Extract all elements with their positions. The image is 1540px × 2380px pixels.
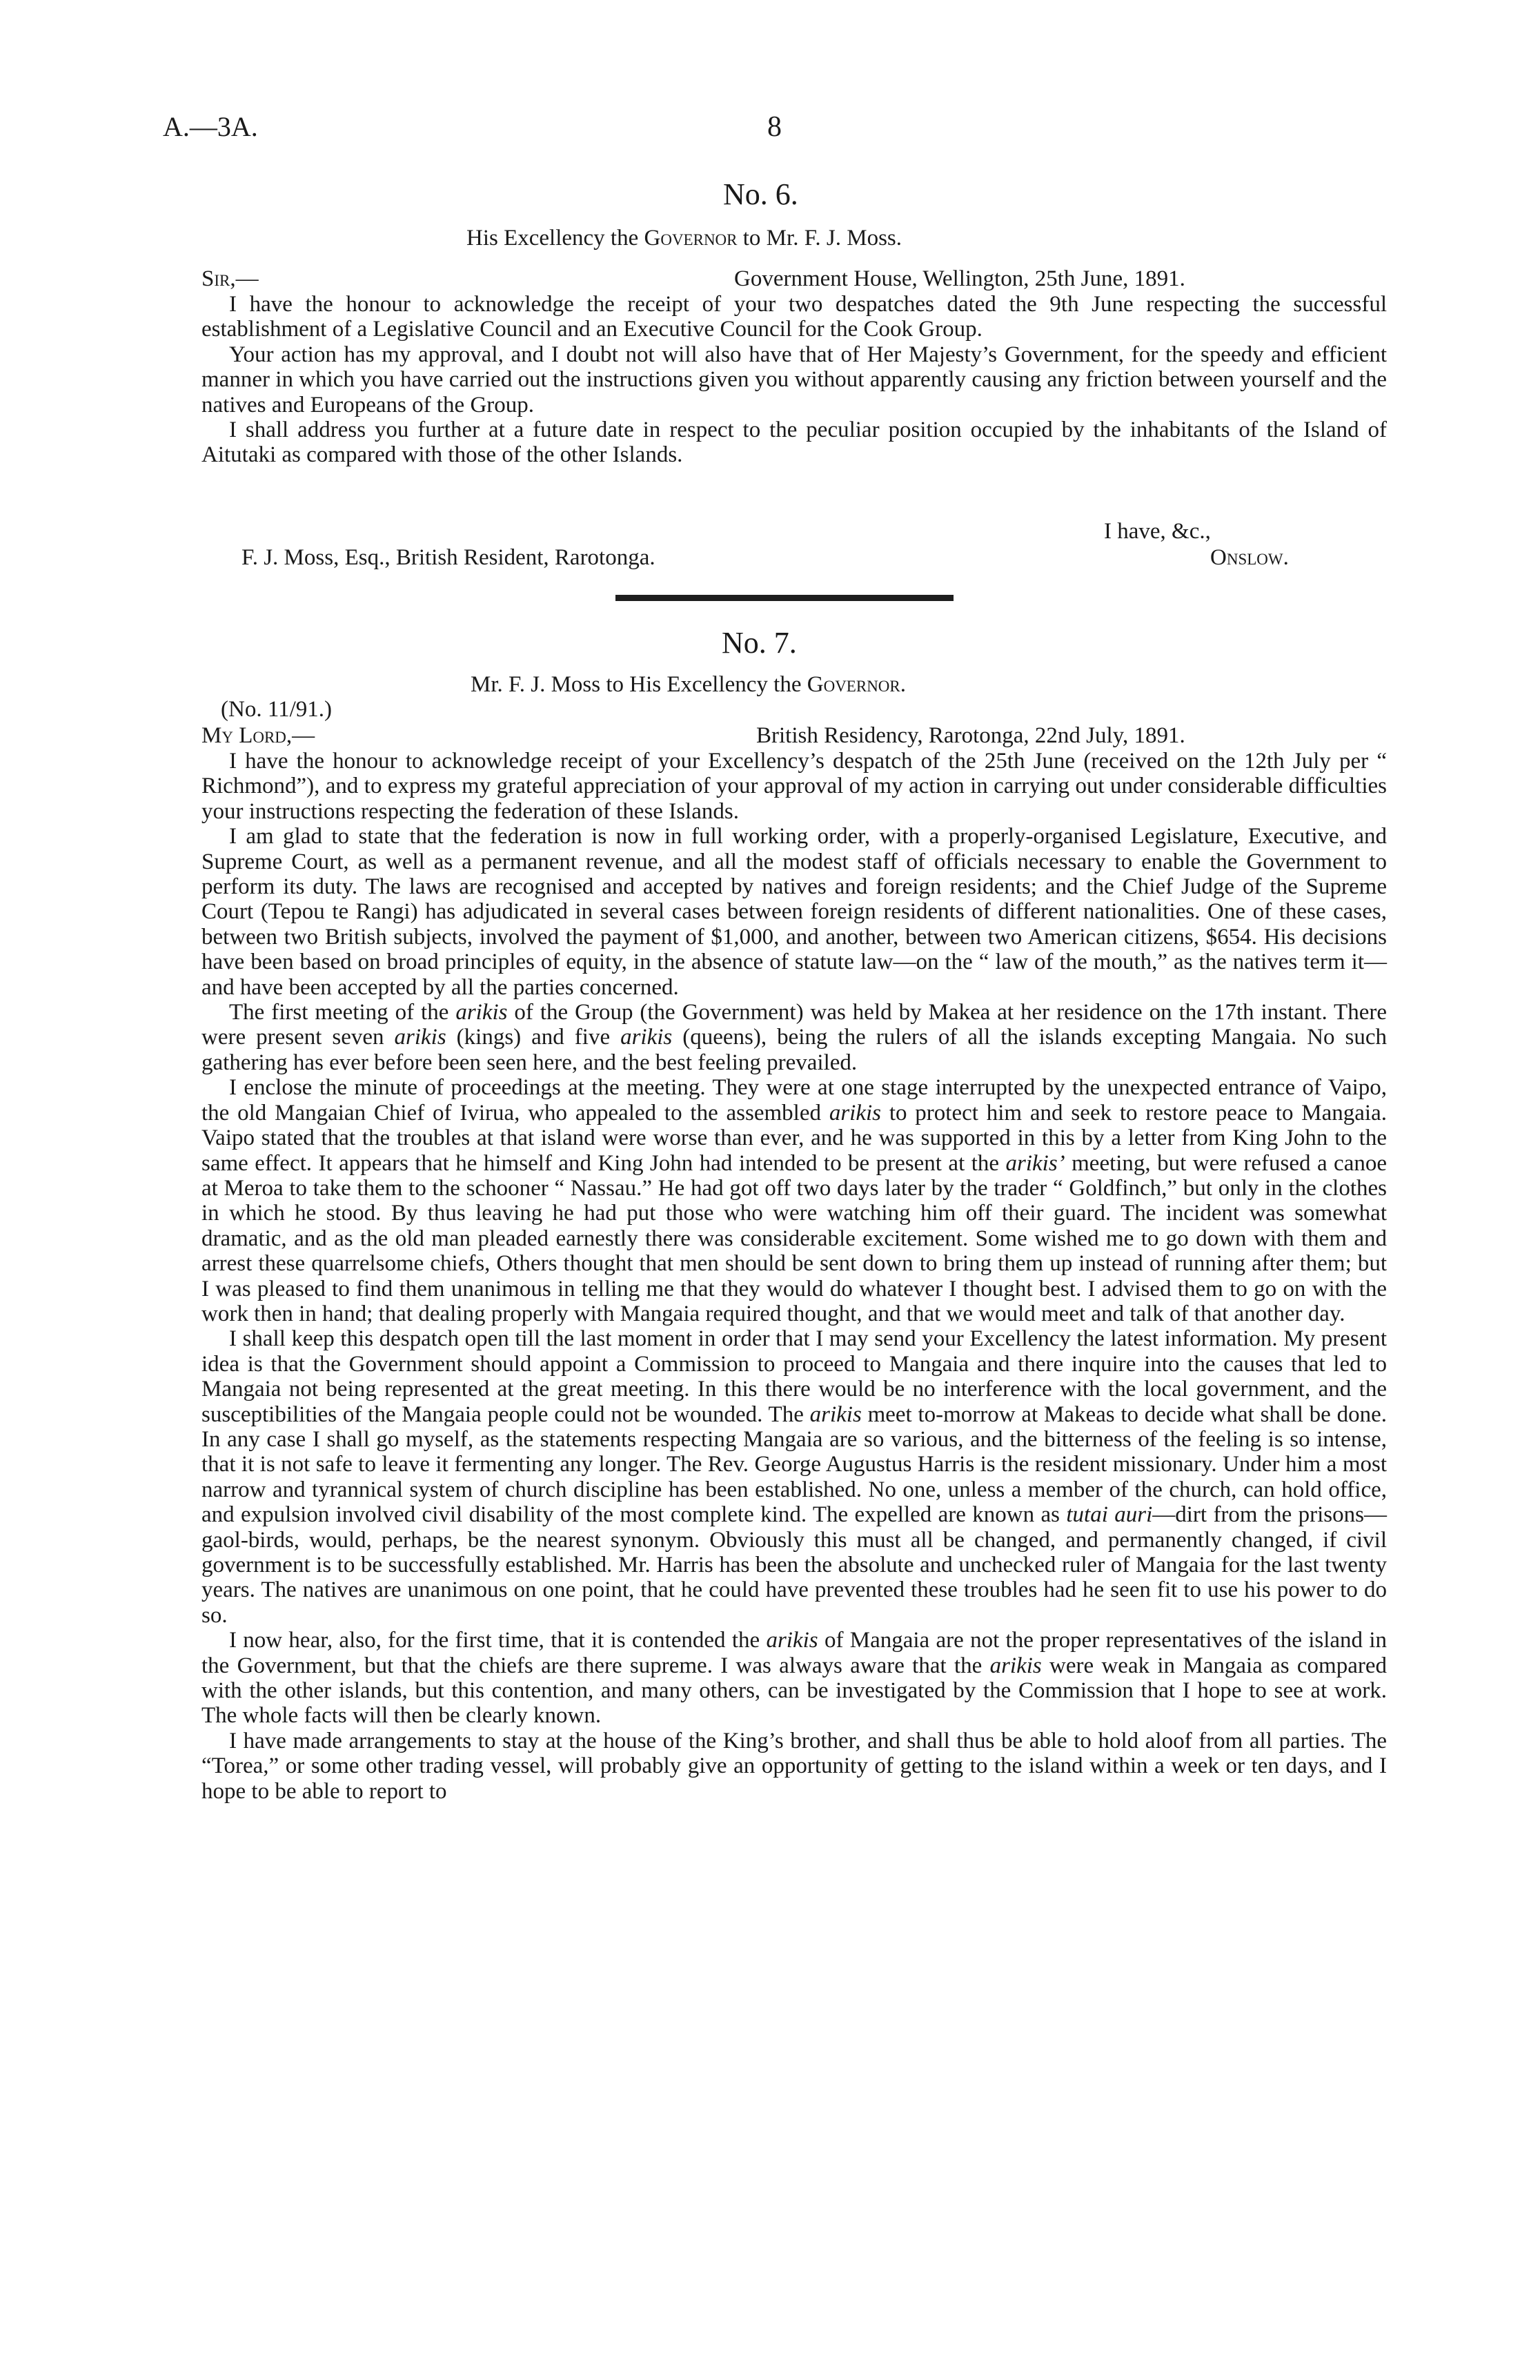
letter6-paragraph: I shall address you further at a future date in respect to the peculiar position occupied by the inhabitants of the Island of Aitutaki as compared with those of the other Islands. — [201, 417, 1387, 468]
letter7-paragraph-1: I have the honour to acknowledge receipt of your Excellency’s despatch of the 25th June (received on the 12th July per “ Richmond”), and to express my grateful appreciation of your approval of my action in carrying out under considerable difficulties your instructions respecting the federation of these Islands. — [201, 749, 1387, 824]
letter6-paragraph: Your action has my approval, and I doubt not will also have that of Her Majesty’s Government, for the speedy and efficient manner in which you have carried out the instructions given you without apparently causing any friction between yourself and the natives and Europeans of the Group. — [201, 342, 1387, 417]
letter7-place-date: British Residency, Rarotonga, 22nd July, 1891. — [756, 723, 1185, 748]
letter6-addressee: F. J. Moss, Esq., British Resident, Rarotonga. — [241, 545, 655, 570]
letter7-heading-pre: Mr. F. J. Moss to His Excellency the — [471, 672, 807, 697]
letter7-paragraph-3: The first meeting of the arikis of the Group (the Government) was held by Makea at her residence on the 17th instant. There were present seven arikis (kings) and five arikis (queens), being the rulers of all the islands excepting Mangaia. No such gathering has ever before been seen here, and the best feeling prevailed. — [201, 1000, 1388, 1075]
letter6-signature: Onslow. — [1210, 545, 1289, 570]
letter6-paragraph: I have the honour to acknowledge the receipt of your two despatches dated the 9th June respecting the successful establishment of a Legislative Council and an Executive Council for the Cook Group. — [201, 292, 1387, 342]
letter7-heading — [471, 672, 906, 697]
letter6-salutation: Sir,— — [201, 266, 259, 291]
letter6-place-date: Government House, Wellington, 25th June, 1891. — [734, 266, 1185, 291]
page-number: 8 — [767, 111, 782, 143]
letter6-closing: I have, &c., — [1104, 519, 1211, 544]
letter7-body — [201, 749, 1387, 1804]
doc-reference: A.—3A. — [163, 111, 258, 142]
letter7-paragraph-2: I am glad to state that the federation is now in full working order, with a properly-organised Legislature, Executive, and Supreme Court, as well as a permanent revenue, and all the modest staff of officials necessary to enable the Government to perform its duty. The laws are recognised and accepted by natives and foreign residents; and the Chief Judge of the Supreme Court (Tepou te Rangi) has adjudicated in several cases between foreign residents of different nationalities. One of these cases, between two British subjects, involved the payment of $1,000, and another, between two American citizens, $654. His decisions have been based on broad principles of equity, in the absence of statute law—on the “ law of the mouth,” as the natives term it—and have been accepted by all the parties concerned. — [201, 824, 1387, 1000]
letter7-reference: (No. 11/91.) — [221, 697, 333, 722]
letter7-number: No. 7. — [722, 626, 797, 660]
letter6-heading-sc: Governor — [644, 226, 738, 250]
letter7-heading-sc: Governor — [807, 672, 900, 697]
letter7-paragraph-7: I have made arrangements to stay at the house of the King’s brother, and shall thus be able to hold aloof from all parties. The “Torea,” or some other trading vessel, will probably give an opportunity of getting to the island within a week or ten days, and I hope to be able to report to — [201, 1728, 1387, 1804]
letter7-paragraph-6: I now hear, also, for the first time, that it is contended the arikis of Mangaia are not the proper representatives of the island in the Government, but that the chiefs are there supreme. I was always aware that the arikis were weak in Mangaia as compared with the other islands, but this contention, and many others, can be investigated by the Commission that I hope to see at work. The whole facts will then be clearly known. — [201, 1628, 1387, 1729]
letter6-heading-pre: His Excellency the — [466, 226, 644, 250]
letter7-heading-post: . — [900, 672, 907, 697]
letter7-salutation: My Lord,— — [201, 723, 315, 748]
section-divider — [615, 595, 954, 601]
letter6-number: No. 6. — [723, 177, 798, 211]
letter7-paragraph-4: I enclose the minute of proceedings at the meeting. They were at one stage interrupted by the unexpected entrance of Vaipo, the old Mangaian Chief of Ivirua, who appealed to the assembled arikis to protect him and seek to restore peace to Mangaia. Vaipo stated that the troubles at that island were worse than ever, and he was supported in this by a letter from King John to the same effect. It appears that he himself and King John had intended to be present at the arikis’ meeting, but were refused a canoe at Meroa to take them to the schooner “ Nassau.” He had got off two days later by the trader “ Goldfinch,” but only in the clothes in which he stood. By thus leaving he had put those who were watching him off their guard. The incident was somewhat dramatic, and as the old man pleaded earnestly there was considerable excitement. Some wished me to go down with them and arrest these quarrelsome chiefs, Others thought that men should be sent down to bring them up instead of running after them; but I was pleased to find them unanimous in telling me that they would do whatever I thought best. I advised them to go on with the work then in hand; that dealing properly with Mangaia required thought, and that we would meet and talk of that another day. — [201, 1075, 1387, 1326]
letter6-heading-post: to Mr. F. J. Moss. — [737, 226, 902, 250]
letter7-paragraph-5: I shall keep this despatch open till the last moment in order that I may send your Excellency the latest information. My present idea is that the Government should appoint a Commission to proceed to Mangaia and there inquire into the causes that led to Mangaia not being represented at the great meeting. In this there would be no interference with the local government, and the susceptibilities of the Mangaia people could not be wounded. The arikis meet to-morrow at Makeas to decide what shall be done. In any case I shall go myself, as the statements respecting Mangaia are so various, and the bitterness of the feeling is so intense, that it is not safe to leave it fermenting any longer. The Rev. George Augustus Harris is the resident missionary. Under him a most narrow and tyrannical system of church discipline has been established. No one, unless a member of the church, can hold office, and expulsion involved civil disability of the most complete kind. The expelled are known as tutai auri—dirt from the prisons—gaol-birds, would, perhaps, be the nearest synonym. Obviously this must all be changed, and permanently changed, if civil government is to be successfully established. Mr. Harris has been the absolute and unchecked ruler of Mangaia for the last twenty years. The natives are unanimous on one point, that he could have prevented these troubles had he seen fit to use his power to do so. — [201, 1326, 1387, 1628]
letter6-heading — [466, 226, 902, 250]
letter6-body — [201, 292, 1387, 468]
